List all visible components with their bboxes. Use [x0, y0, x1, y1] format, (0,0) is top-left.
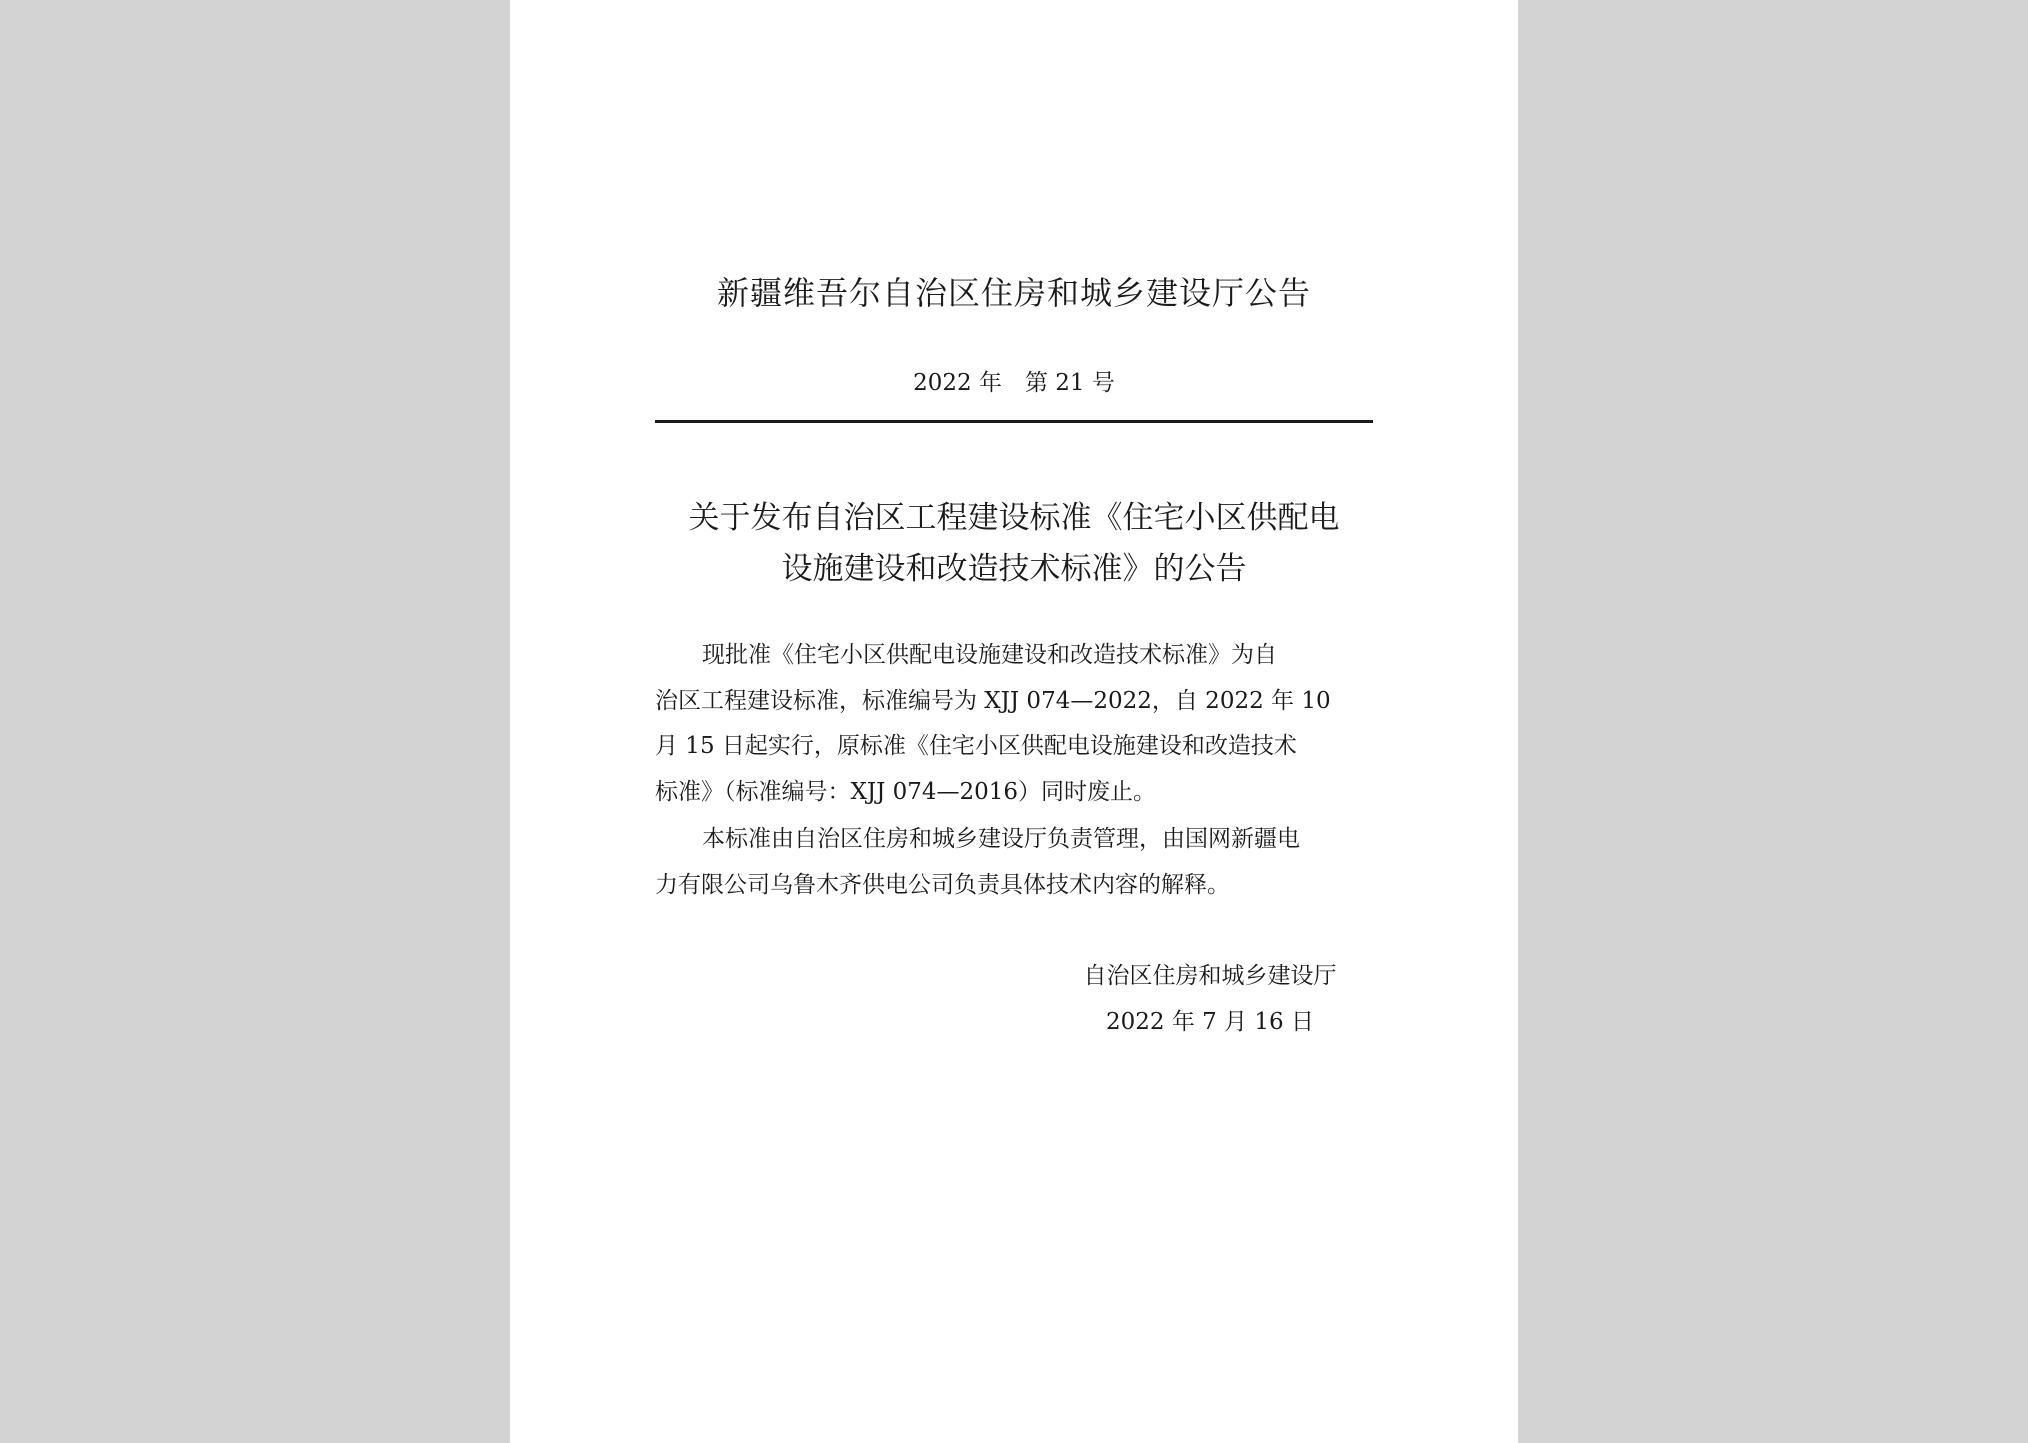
body-line-1: 现批准《住宅小区供配电设施建设和改造技术标准》为自	[702, 642, 1277, 668]
agency-title: 新疆维吾尔自治区住房和城乡建设厅公告	[716, 274, 1311, 312]
notice-title-line-1: 关于发布自治区工程建设标准《住宅小区供配电	[688, 500, 1340, 536]
document-page	[510, 0, 1518, 1443]
body-line-2: 治区工程建设标准，标准编号为 XJJ 074—2022，自 2022 年 10	[655, 688, 1331, 714]
signature-date: 2022 年 7 月 16 日	[1106, 1009, 1314, 1035]
issue-number: 2022 年 第 21 号	[913, 370, 1115, 396]
body-line-3: 月 15 日起实行，原标准《住宅小区供配电设施建设和改造技术	[655, 733, 1297, 759]
signature-organization: 自治区住房和城乡建设厅	[1083, 963, 1337, 989]
header-divider	[655, 420, 1373, 423]
notice-title-line-2: 设施建设和改造技术标准》的公告	[781, 551, 1247, 587]
body-line-4: 标准》（标准编号：XJJ 074—2016）同时废止。	[655, 779, 1157, 805]
body-line-5: 本标准由自治区住房和城乡建设厅负责管理，由国网新疆电	[702, 826, 1300, 852]
body-line-6: 力有限公司乌鲁木齐供电公司负责具体技术内容的解释。	[655, 872, 1230, 898]
